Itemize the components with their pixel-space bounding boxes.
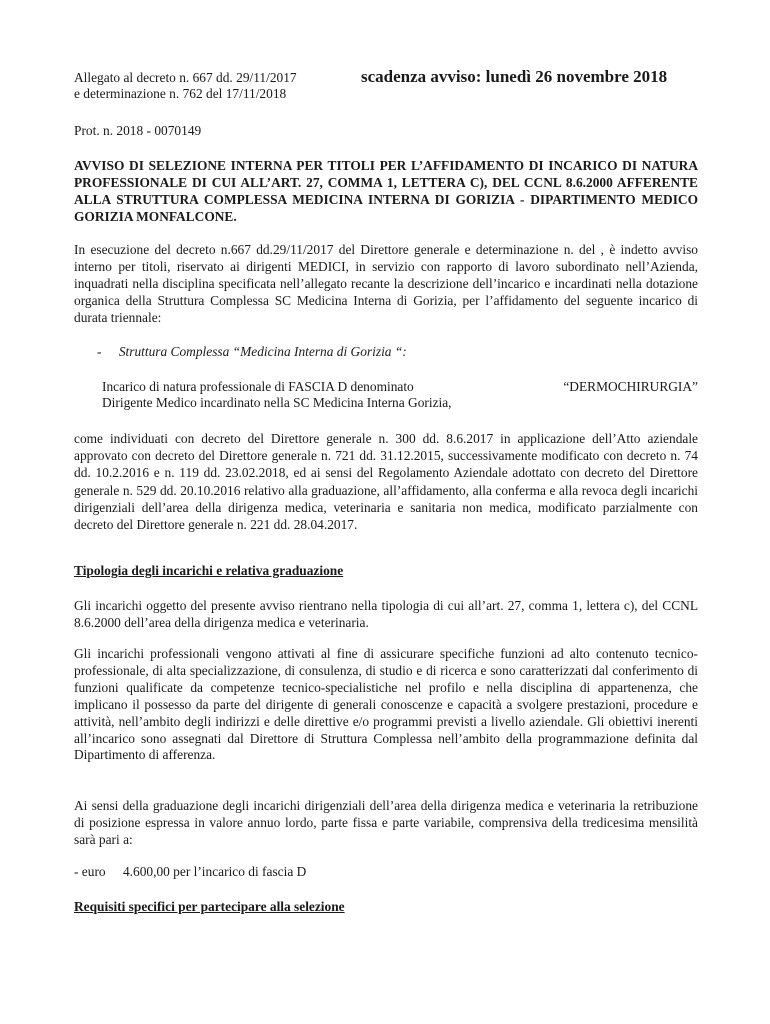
header-decree-line: Allegato al decreto n. 667 dd. 29/11/2017 (74, 70, 297, 85)
typology-paragraph-3: Ai sensi della graduazione degli incarichi dirigenziali dell’area della dirigenza medica e veterinaria la retribuzione di posizione espressa in valore annuo lordo, parte fissa e parte variabile, comprensiva della tredicesima mensilità sarà pari a: (74, 798, 698, 847)
deadline-notice: scadenza avviso: lunedì 26 novembre 2018 (361, 67, 668, 86)
header-determination-line: e determinazione n. 762 del 17/11/2018 (74, 86, 287, 102)
assignment-detail: Dirigente Medico incardinato nella SC Medicina Interna Gorizia, (102, 395, 452, 411)
bullet-dash: - (97, 344, 102, 359)
typology-paragraph-1: Gli incarichi oggetto del presente avviso rientrano nella tipologia di cui all’art. 27, comma 1, lettera c), del CCNL 8.6.2000 dell’area della dirigenza medica e veterinaria. (74, 598, 698, 630)
section-heading-typology: Tipologia degli incarichi e relativa graduazione (74, 563, 344, 578)
assignment-name: “DERMOCHIRURGIA” (563, 379, 698, 394)
typology-paragraph-2: Gli incarichi professionali vengono attivati al fine di assicurare specifiche funzioni ad alto contenuto tecnico-professionale, di alta specializzazione, di consulenza, di studio e di ricerca e sono caratterizzati dal conferimento di funzioni qualificate da competenze tecnico-specialistiche nel profilo e nella disciplina di appartenenza, che implicano il possesso da parte del dirigente di generali conoscenze e capacità a svolgere prestazioni, procedure e attività, nell’ambito degli indirizzi e delle direttive e/o programmi previsti a livello aziendale. Gli obiettivi inerenti all’incarico sono assegnati dal Direttore di Struttura Complessa nell’ambito della programmazione definita dal Dipartimento di afferenza. (74, 646, 698, 763)
intro-paragraph: In esecuzione del decreto n.667 dd.29/11/2017 del Direttore generale e determinazione n. del , è indetto avviso interno per titoli, riservato ai dirigenti MEDICI, in servizio con rapporto di lavoro subordinato nell’Azienda, inquadrati nella disciplina specificata nell’allegato recante la descrizione dell’incarico e incardinati nella dotazione organica della Struttura Complessa SC Medicina Interna di Gorizia, per l’affidamento del seguente incarico di durata triennale: (74, 242, 698, 325)
assignment-block (102, 379, 698, 411)
decree-paragraph: come individuati con decreto del Direttore generale n. 300 dd. 8.6.2017 in applicazione dell’Atto aziendale approvato con decreto del Direttore generale n. 721 dd. 31.12.2015, successivamente modificato con decreto n. 74 dd. 10.2.2016 e n. 119 dd. 23.02.2018, ed ai sensi del Regolamento Aziendale adottato con decreto del Direttore generale n. 529 dd. 20.10.2016 relativo alla graduazione, all’affidamento, alla conferma e alla revoca degli incarichi dirigenziali dell’area della dirigenza medica, veterinaria e sanitaria non medica, modificato parzialmente con decreto del Direttore generale n. 221 dd. 28.04.2017. (74, 431, 698, 533)
section-heading-requirements: Requisiti specifici per partecipare alla selezione (74, 899, 345, 914)
compensation-line (74, 864, 306, 880)
header-reference (74, 70, 297, 102)
structure-bullet (97, 344, 407, 360)
notice-title: AVVISO DI SELEZIONE INTERNA PER TITOLI PER L’AFFIDAMENTO DI INCARICO DI NATURA PROFESSIONALE DI CUI ALL’ART. 27, COMMA 1, LETTERA C), DEL CCNL 8.6.2000 AFFERENTE ALLA STRUTTURA COMPLESSA MEDICINA INTERNA DI GORIZIA - DIPARTIMENTO MEDICO GORIZIA MONFALCONE. (74, 158, 698, 224)
assignment-description: Incarico di natura professionale di FASCIA D denominato (102, 379, 414, 394)
structure-label: Struttura Complessa “Medicina Interna di Gorizia “: (118, 344, 407, 359)
assignment-line (102, 379, 698, 395)
compensation-prefix: - euro (74, 864, 106, 879)
compensation-amount: 4.600,00 per l’incarico di fascia D (122, 864, 307, 879)
protocol-number: Prot. n. 2018 - 0070149 (74, 123, 202, 138)
